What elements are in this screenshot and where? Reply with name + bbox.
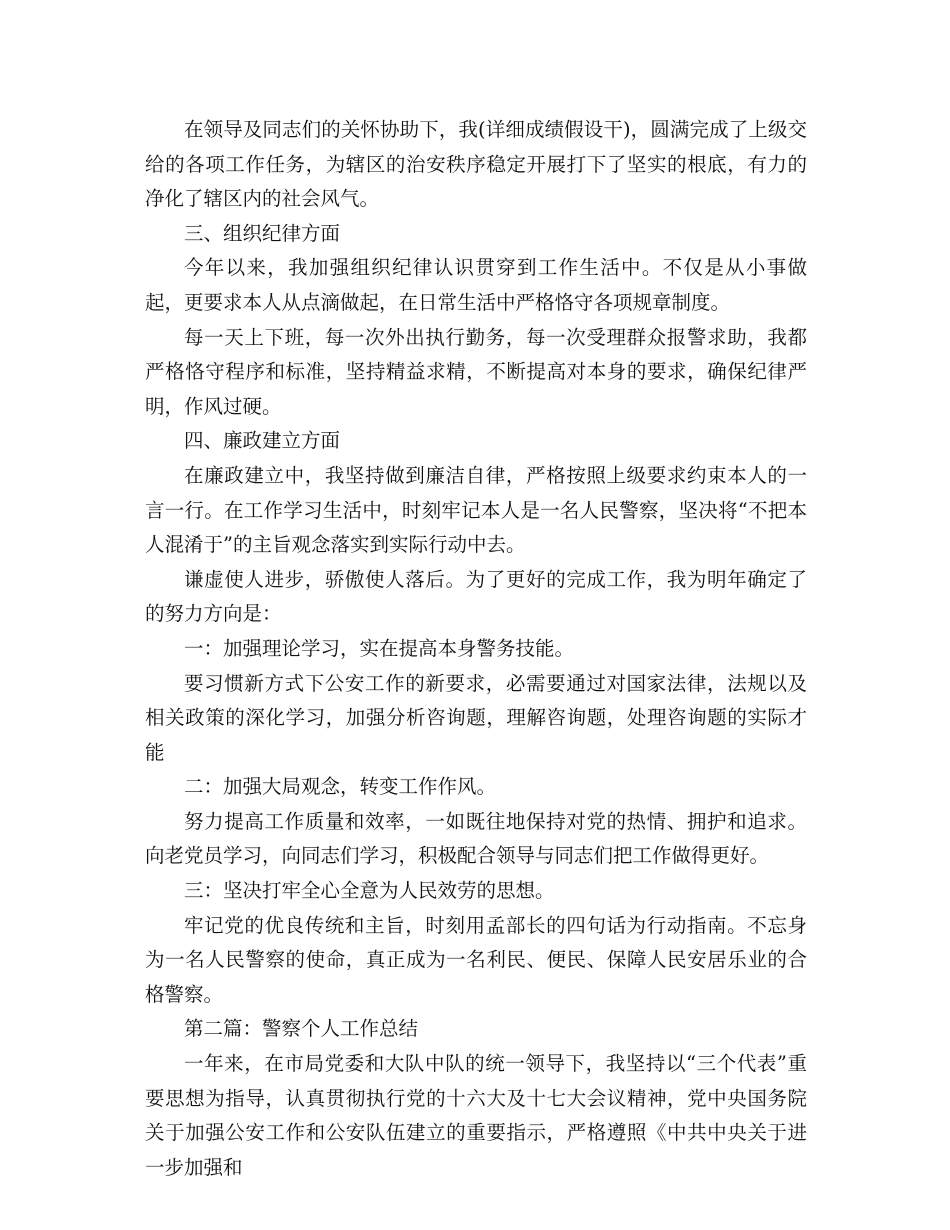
paragraph: 一年来，在市局党委和大队中队的统一领导下，我坚持以“三个代表”重要思想为指导，认真贯彻执行党的十六大及十七大会议精神，党中央国务院关于加强公安工作和公安队伍建立的重要指示，严格遵照《中共中央关于进一步加强和	[145, 1052, 807, 1179]
section-heading: 三、组织纪律方面	[184, 221, 341, 245]
paragraph: 努力提高工作质量和效率，一如既往地保持对党的热情、拥护和追求。向老党员学习，向同志们学习，积极配合领导与同志们把工作做得更好。	[145, 809, 807, 868]
paragraph: 谦虚使人进步，骄傲使人落后。为了更好的完成工作，我为明年确定了的努力方向是：	[145, 567, 807, 626]
paragraph: 在廉政建立中，我坚持做到廉洁自律，严格按照上级要求约束本人的一言一行。在工作学习生活中，时刻牢记本人是一名人民警察，坚决将“不把本人混淆于”的主旨观念落实到实际行动中去。	[145, 463, 807, 557]
section-heading: 三：坚决打牢全心全意为人民效劳的思想。	[184, 879, 555, 903]
section-heading: 二：加强大局观念，转变工作作风。	[184, 775, 497, 799]
paragraph: 今年以来，我加强组织纪律认识贯穿到工作生活中。不仅是从小事做起，更要求本人从点滴做起，在日常生活中严格恪守各项规章制度。	[145, 256, 807, 314]
paragraph: 牢记党的优良传统和主旨，时刻用孟部长的四句话为行动指南。不忘身为一名人民警察的使命，真正成为一名利民、便民、保障人民安居乐业的合格警察。	[145, 913, 807, 1006]
paragraph: 每一天上下班，每一次外出执行勤务，每一次受理群众报警求助，我都严格恪守程序和标准，坚持精益求精，不断提高对本身的要求，确保纪律严明，作风过硬。	[145, 325, 807, 418]
section-heading: 四、廉政建立方面	[184, 429, 341, 453]
paragraph: 在领导及同志们的关怀协助下，我(详细成绩假设干)，圆满完成了上级交给的各项工作任务，为辖区的治安秩序稳定开展打下了坚实的根底，有力的净化了辖区内的社会风气。	[145, 118, 807, 211]
chapter-heading: 第二篇：警察个人工作总结	[184, 1017, 419, 1041]
document-body	[145, 113, 807, 1185]
paragraph: 要习惯新方式下公安工作的新要求，必需要通过对国家法律，法规以及相关政策的深化学习，加强分析咨询题，理解咨询题，处理咨询题的实际才能	[145, 671, 807, 764]
section-heading: 一：加强理论学习，实在提高本身警务技能。	[184, 636, 575, 660]
